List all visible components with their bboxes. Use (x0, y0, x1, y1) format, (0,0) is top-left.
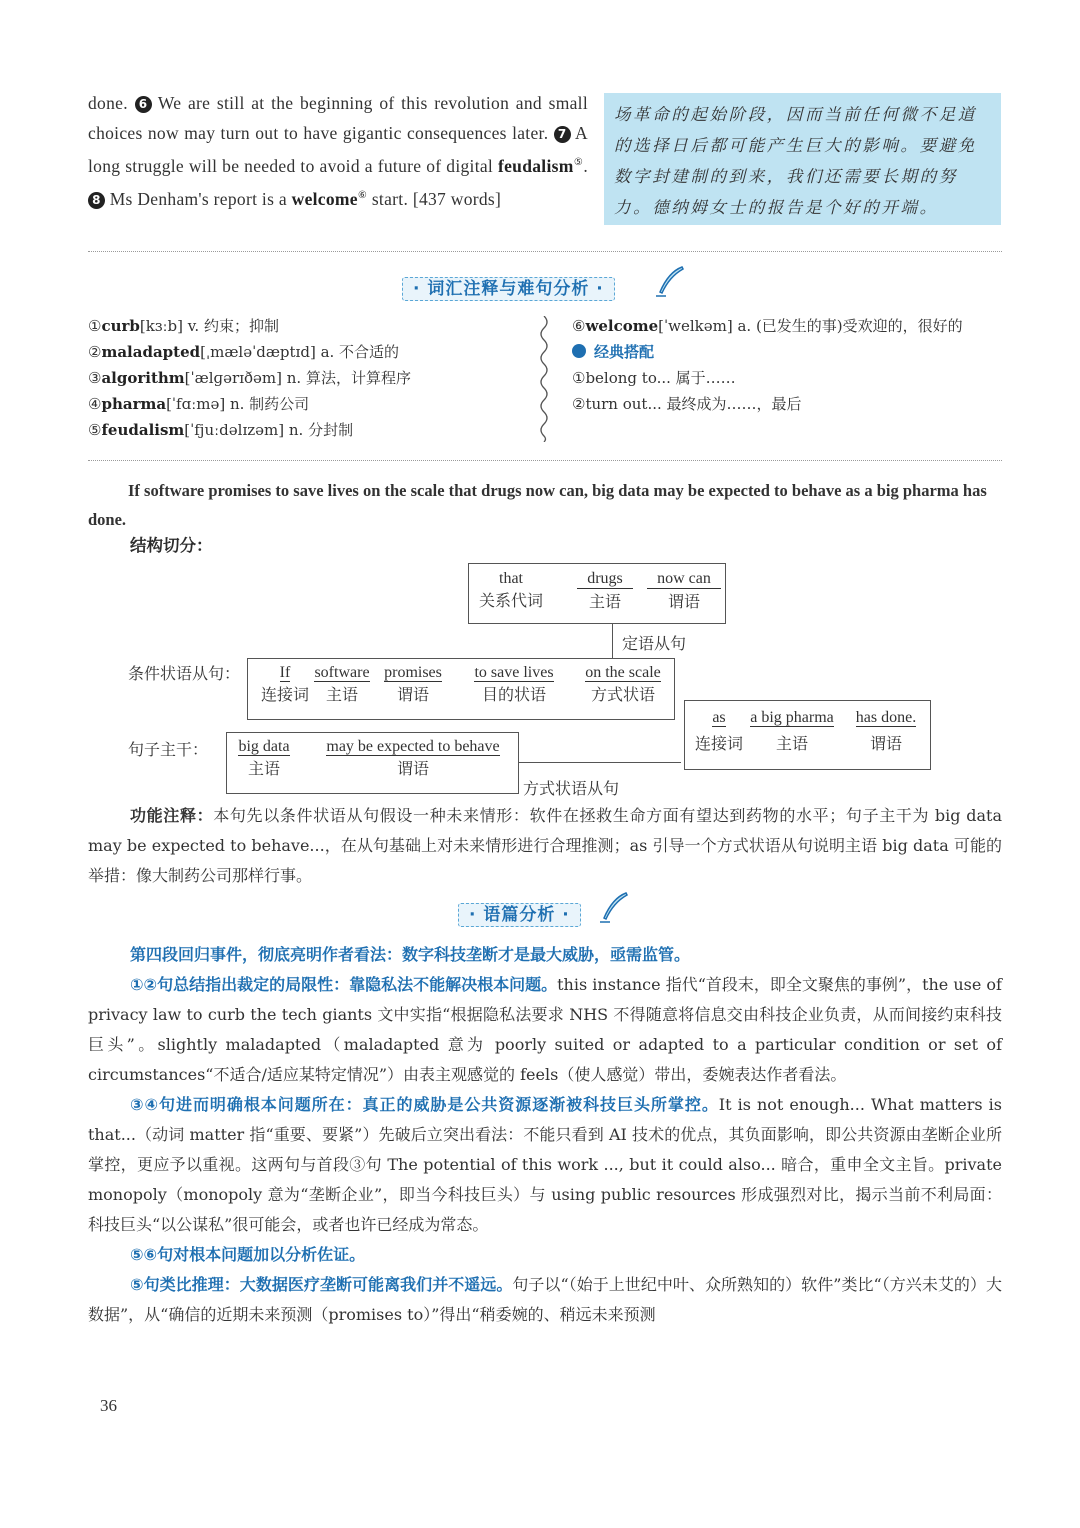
sentence-number-6: 6 (135, 96, 152, 113)
section-title: · 语篇分析 · (458, 903, 581, 927)
point-text: this instance 指代“首段末，即全文聚焦的事例”，the use of privacy law to curb the tech giants 文中实指“根据隐私法要求 NHS 不得随意将信息交由科技企业负责，从而间接约束科技巨头”。slightly maladapted（maladapted 意为 poorly suited or adapted to a particular condition or set of circumstances“不适合/适应某特定情况”）由表主观感觉的 feels（使人感觉）带出，委婉表达作者看法。 (88, 975, 1002, 1084)
word: as (712, 709, 726, 726)
vocab-item: ①curb[kɜːb] v. 约束；抑制 (88, 317, 279, 335)
point-heading: ⑤⑥句对根本问题加以分析佐证。 (130, 1245, 366, 1264)
vocab-item: ④pharma[ˈfɑːmə] n. 制药公司 (88, 395, 310, 413)
role: 主语 (325, 685, 358, 704)
english-passage: done. 6 We are still at the beginning of this revolution and small choices now may turn out to have gigantic consequences later. 7 A long struggle will be needed to avoid a future of digital feudalism⑤. 8 Ms Denham's report is a welcome⑥ start. [437 words] (88, 93, 588, 209)
wavy-divider (538, 316, 550, 442)
footnote-mark: ⑤ (573, 157, 584, 168)
word-count: [437 words] (412, 188, 502, 209)
passage-text: A long struggle will be needed to avoid a future of digital (88, 123, 588, 176)
vocab-item: ②maladapted[ˌmæləˈdæptɪd] a. 不合适的 (88, 343, 400, 361)
role: 主语 (775, 734, 808, 753)
passage-text: start. (371, 188, 409, 209)
point-text: 句子以“（始于上世纪中叶、众所熟知的）软件”类比“（方兴未艾的）大数据”，从“确信的近期未来预测（promises to）”得出“稍委婉的、稍远未来预测 (88, 1275, 1002, 1324)
quill-icon (652, 264, 688, 300)
role: 连接词 (260, 685, 309, 704)
role: 主语 (247, 759, 280, 778)
word: drugs (577, 570, 633, 589)
connector-line (612, 624, 613, 658)
quill-icon (596, 890, 632, 926)
conditional-clause-box (247, 658, 675, 720)
discourse-section-header (458, 900, 581, 925)
structure-label: 结构切分： (130, 536, 213, 555)
word: to save lives (474, 664, 554, 681)
point-heading: ⑤句类比推理：大数据医疗垄断可能离我们并不遥远。 (130, 1275, 513, 1294)
attributive-clause-box (468, 563, 726, 624)
collocation-header: 经典搭配 (572, 339, 1012, 365)
role: 谓语 (396, 685, 429, 704)
word: promises (384, 664, 442, 681)
paragraph-heading: 第四段回归事件，彻底亮明作者看法：数字科技垄断才是最大威胁，亟需监管。 (130, 945, 691, 964)
passage-text: done. (88, 93, 128, 113)
section-title: · 词汇注释与难句分析 · (402, 277, 615, 301)
vocab-list-right (572, 313, 1012, 417)
role: 谓语 (869, 734, 902, 753)
vocab-word-welcome: welcome (291, 188, 358, 209)
clause-label: 条件状语从句： (128, 664, 241, 683)
role: 谓语 (396, 759, 429, 778)
footnote-mark: ⑥ (357, 189, 368, 201)
sentence-number-8: 8 (88, 192, 105, 209)
manner-clause-box (684, 700, 931, 770)
passage-text: Ms Denham's report is a (109, 188, 287, 209)
word: on the scale (585, 664, 661, 681)
sentence-number-7: 7 (554, 126, 571, 143)
note-text: 本句先以条件状语从句假设一种未来情形：软件在拯救生命方面有望达到药物的水平；句子主干为 big data may be expected to behave...，在从句基础上对未来情形进行合理推测；as 引导一个方式状语从句说明主语 big data 可能的举措：像大制药公司那样行事。 (88, 806, 1002, 885)
page-number: 36 (100, 1396, 117, 1415)
translation-box: 场革命的起始阶段，因而当前任何微不足道的选择日后都可能产生巨大的影响。要避免数字封建制的到来，我们还需要长期的努力。德纳姆女士的报告是个好的开端。 (604, 93, 1001, 225)
main-clause-box (226, 732, 519, 794)
word: big data (238, 738, 290, 755)
clause-label: 定语从句 (622, 634, 687, 653)
divider (88, 460, 1002, 461)
clause-label: 句子主干： (128, 740, 209, 759)
vocab-section-header (402, 274, 615, 299)
word: has done. (855, 709, 917, 726)
point-heading: ③④句进而明确根本问题所在：真正的威胁是公共资源逐渐被科技巨头所掌控。 (130, 1095, 719, 1114)
point-heading: ①②句总结指出裁定的局限性：靠隐私法不能解决根本问题。 (130, 975, 558, 994)
vocab-item: ③algorithm[ˈælɡərɪðəm] n. 算法，计算程序 (88, 369, 411, 387)
collocation-item: ②turn out... 最终成为……，最后 (572, 395, 802, 413)
role: 关系代词 (478, 591, 543, 610)
vocab-item: ⑥welcome[ˈwelkəm] a. (已发生的事)受欢迎的，很好的 (572, 317, 963, 335)
collocation-item: ①belong to... 属于…… (572, 369, 736, 387)
discourse-analysis (88, 940, 1002, 1330)
role: 谓语 (667, 592, 700, 611)
function-note (88, 801, 1002, 891)
word: that (499, 570, 523, 587)
clause-label: 方式状语从句 (523, 779, 620, 798)
vocab-list-left (88, 313, 528, 443)
point-text: It is not enough... What matters is that...（动词 matter 指“重要、要紧”）先破后立突出看法：不能只看到 AI 技术的优点，其负面影响，即公共资源由垄断企业所掌控，更应予以重视。这两句与首段③句 The potential of this work ..., but it could also... 暗合，重申全文主旨。private monopoly（monopoly 意为“垄断企业”，即当今科技巨头）与 using public resources 形成强烈对比，揭示当前不利局面：科技巨头“以公谋私”很可能会，或者也许已经成为常态。 (88, 1095, 1002, 1234)
word: a big pharma (750, 709, 834, 726)
connector-line (519, 762, 681, 763)
word: may be expected to behave (326, 738, 500, 755)
role: 主语 (588, 592, 621, 611)
passage-text: We are still at the beginning of this revolution and small choices now may turn out to have gigantic consequences later. (88, 93, 588, 143)
word: If (279, 664, 291, 681)
word: now can (647, 570, 721, 589)
bullet-icon (572, 344, 586, 358)
difficult-sentence: If software promises to save lives on the scale that drugs now can, big data may be expected to behave as a big pharma has done. (88, 481, 987, 529)
divider (88, 251, 1002, 252)
vocab-item: ⑤feudalism[ˈfjuːdəlɪzəm] n. 分封制 (88, 421, 354, 439)
role: 目的状语 (481, 685, 546, 704)
word: software (314, 664, 370, 681)
vocab-word-feudalism: feudalism (497, 155, 574, 176)
role: 连接词 (694, 734, 743, 753)
role: 方式状语 (590, 685, 655, 704)
note-head: 功能注释： (130, 806, 214, 825)
